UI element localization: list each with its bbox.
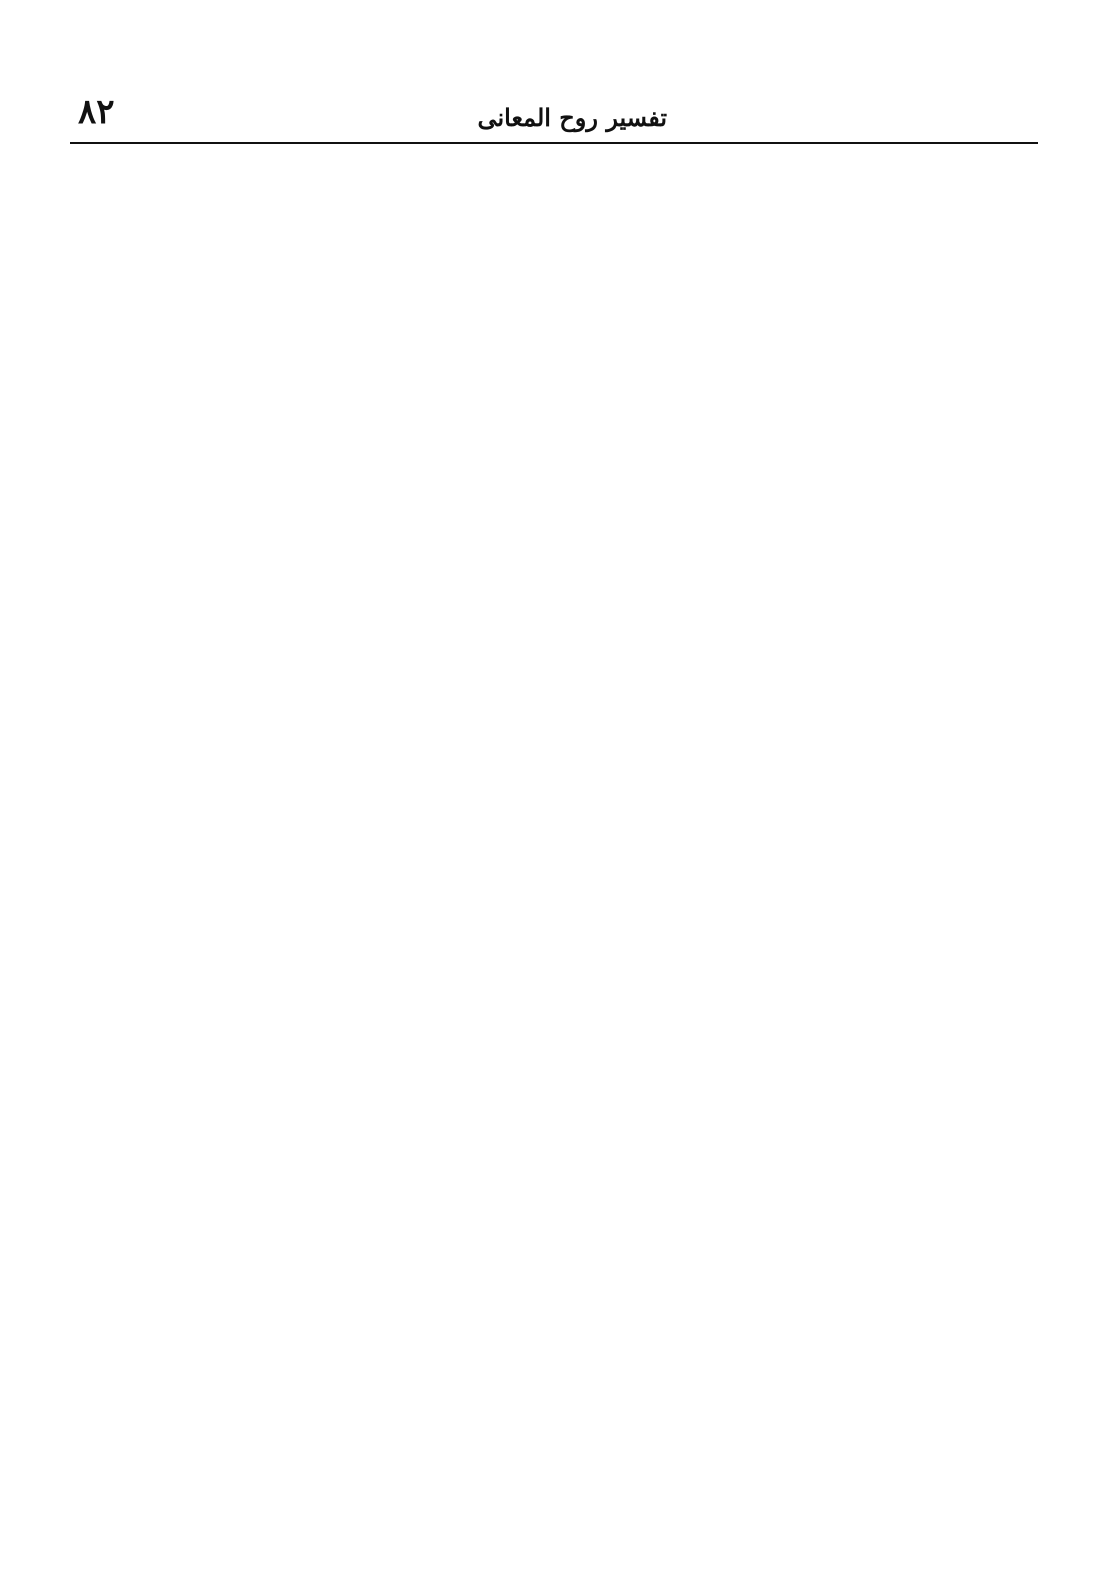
text-line	[70, 482, 1038, 522]
text-line	[70, 442, 1038, 482]
text-line	[70, 842, 1038, 882]
text-line	[70, 322, 1038, 362]
text-line	[70, 162, 1038, 202]
text-line	[70, 922, 1038, 962]
text-line	[70, 282, 1038, 322]
text-line	[70, 362, 1038, 402]
text-line	[70, 1362, 1038, 1402]
page-header	[70, 92, 1038, 142]
text-line	[70, 1002, 1038, 1042]
text-line	[70, 1482, 1038, 1522]
text-line	[70, 602, 1038, 642]
page-body	[70, 162, 1038, 1562]
text-line	[70, 762, 1038, 802]
text-line	[70, 202, 1038, 242]
text-line	[70, 1202, 1038, 1242]
page-title: تفسير روح المعانى	[477, 103, 668, 132]
text-line	[70, 242, 1038, 282]
text-line	[70, 402, 1038, 442]
text-line	[70, 1522, 1038, 1562]
text-line	[70, 1122, 1038, 1162]
text-line	[70, 1402, 1038, 1442]
text-line	[70, 682, 1038, 722]
text-line	[70, 802, 1038, 842]
text-line	[70, 1282, 1038, 1322]
page-number: ٨٢	[78, 92, 115, 132]
text-line	[70, 1442, 1038, 1482]
text-line	[70, 642, 1038, 682]
text-line	[70, 562, 1038, 602]
text-line	[70, 1242, 1038, 1282]
text-line	[70, 722, 1038, 762]
text-line	[70, 1322, 1038, 1362]
text-line	[70, 522, 1038, 562]
text-line	[70, 1162, 1038, 1202]
text-line	[70, 1082, 1038, 1122]
text-line	[70, 1042, 1038, 1082]
header-rule	[70, 142, 1038, 144]
text-line	[70, 882, 1038, 922]
text-line	[70, 962, 1038, 1002]
